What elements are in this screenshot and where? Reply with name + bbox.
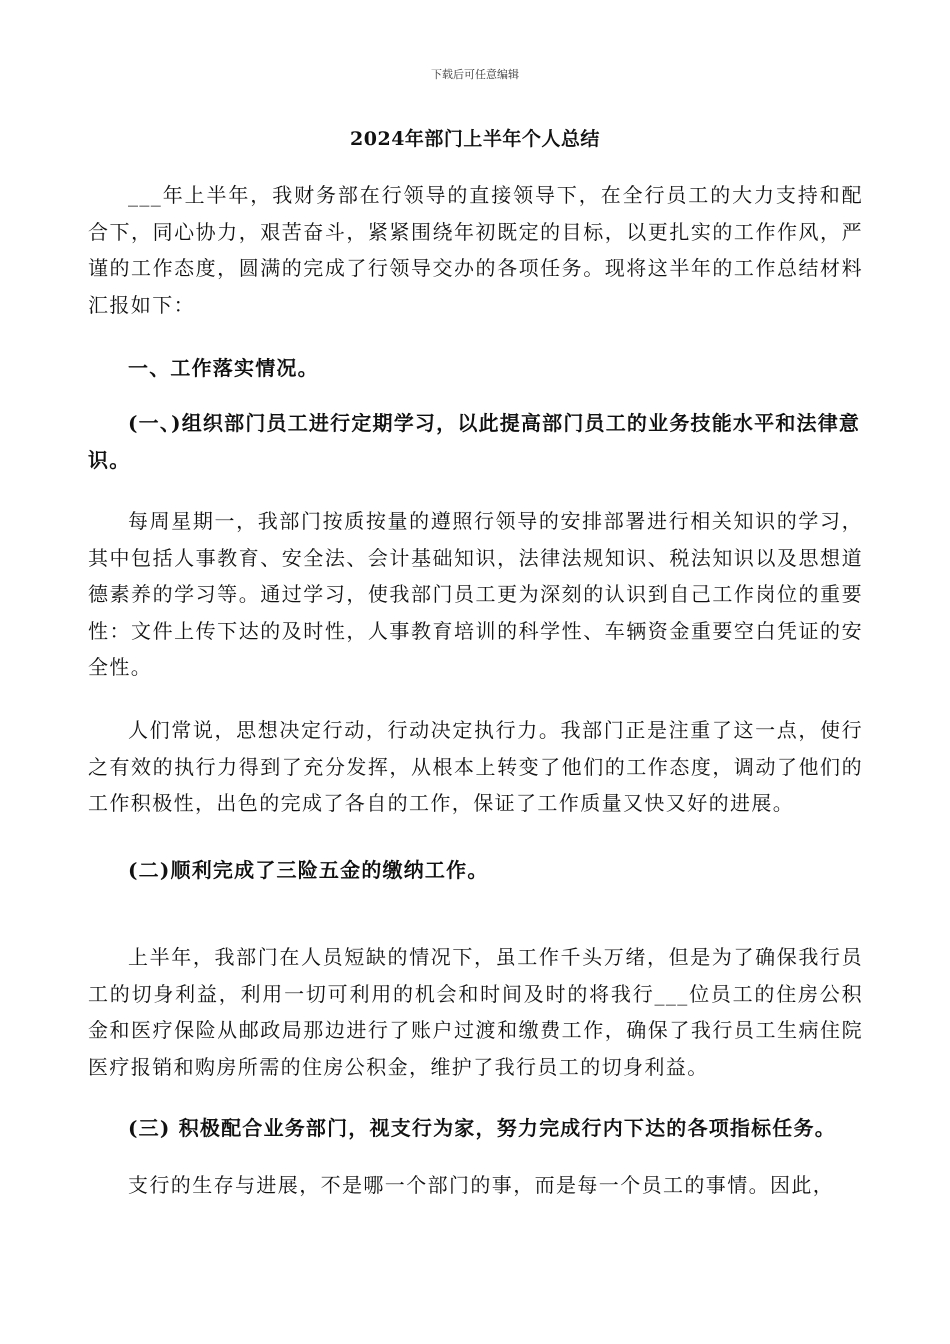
subsection-2-paragraph [88,939,863,1085]
section-heading-1: 一、工作落实情况。 [128,356,319,380]
page-title: 2024年部门上半年个人总结 [350,128,600,150]
subsection-heading-3: (三) 积极配合业务部门，视支行为家，努力完成行内下达的各项指标任务。 [128,1116,836,1140]
header-note: 下载后可任意编辑 [431,68,519,81]
sub3-para-text: 支行的生存与进展，不是哪一个部门的事，而是每一个员工的事情。因此， [128,1173,835,1197]
intro-text: ___年上半年，我财务部在行领导的直接领导下，在全行员工的大力支持和配合下，同心协力，艰苦奋斗，紧紧围绕年初既定的目标，以更扎实的工作作风，严谨的工作态度，圆满的完成了行领导交办的各项任务。现将这半年的工作总结材料汇报如下： [88,183,863,317]
subsection-3-paragraph [88,1167,863,1204]
sub1-para1-text: 每周星期一，我部门按质按量的遵照行领导的安排部署进行相关知识的学习，其中包括人事教育、安全法、会计基础知识，法律法规知识、税法知识以及思想道德素养的学习等。通过学习，使我部门员工更为深刻的认识到自己工作岗位的重要性：文件上传下达的及时性，人事教育培训的科学性、车辆资金重要空白凭证的安全性。 [88,509,863,679]
sub2-para-text: 上半年，我部门在人员短缺的情况下，虽工作千头万绪，但是为了确保我行员工的切身利益，利用一切可利用的机会和时间及时的将我行___位员工的住房公积金和医疗保险从邮政局那边进行了账户过渡和缴费工作，确保了我行员工生病住院医疗报销和购房所需的住房公积金，维护了我行员工的切身利益。 [88,945,863,1079]
subsection-heading-1: (一、)组织部门员工进行定期学习，以此提高部门员工的业务技能水平和法律意识。 [88,411,861,472]
intro-paragraph [88,177,863,323]
sub1-para2-text: 人们常说，思想决定行动，行动决定执行力。我部门正是注重了这一点，使行之有效的执行力得到了充分发挥，从根本上转变了他们的工作态度，调动了他们的工作积极性，出色的完成了各自的工作，保证了工作质量又快又好的进展。 [88,718,863,815]
subsection-1-paragraph-2 [88,712,863,822]
subsection-1-paragraph-1 [88,503,863,686]
subsection-heading-2: (二)顺利完成了三险五金的缴纳工作。 [128,858,489,882]
